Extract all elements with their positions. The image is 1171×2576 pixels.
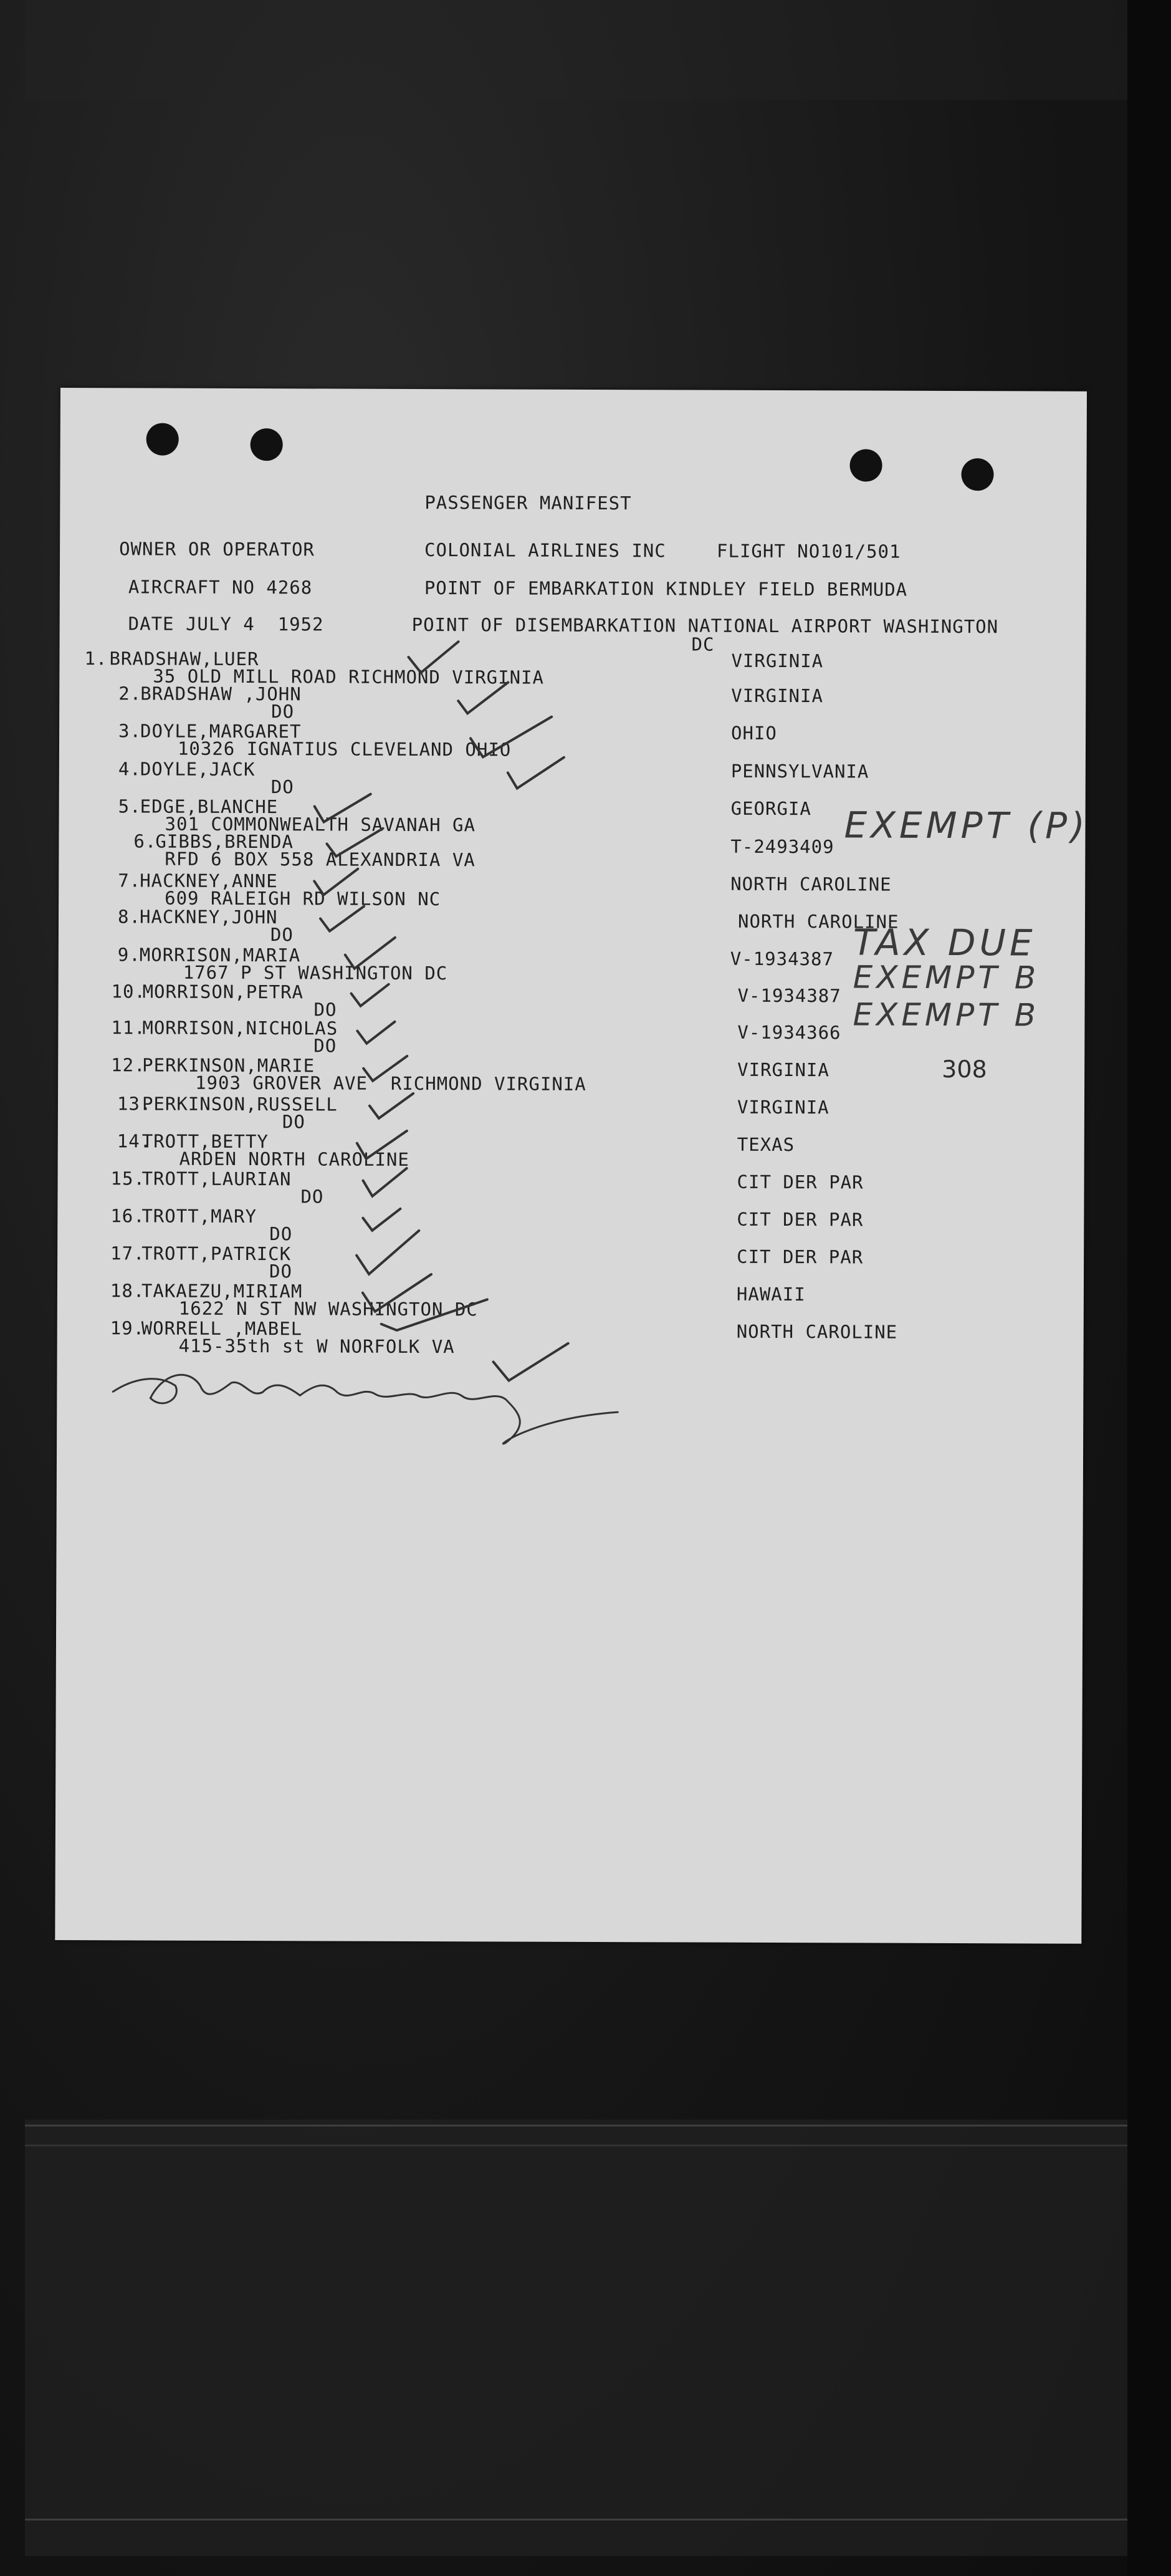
- row-number: 2.: [118, 683, 142, 704]
- passenger-name: DOYLE,MARGARET: [140, 720, 302, 743]
- row-number: 10.: [111, 981, 146, 1002]
- row-number: 16.: [110, 1205, 145, 1227]
- row-number: 19.: [110, 1317, 145, 1339]
- passenger-citizenship: CIT DER PAR: [737, 1171, 864, 1193]
- passenger-address: DO: [313, 999, 337, 1021]
- film-edge: [1127, 0, 1171, 2576]
- passenger-name: TAKAEZU,MIRIAM: [141, 1280, 303, 1302]
- passenger-address: ARDEN NORTH CAROLINE: [179, 1148, 409, 1170]
- check-mark: [320, 906, 364, 931]
- row-number: 3.: [118, 720, 142, 742]
- passenger-name: TROTT,LAURIAN: [141, 1168, 292, 1190]
- punch-hole: [849, 449, 882, 481]
- punch-hole: [961, 458, 993, 491]
- check-mark: [370, 1093, 413, 1118]
- signature: [113, 1375, 618, 1444]
- film-splice-line: [25, 2125, 1165, 2127]
- passenger-citizenship: TEXAS: [737, 1133, 795, 1156]
- row-number: 12.: [111, 1054, 146, 1076]
- passenger-address: 35 OLD MILL ROAD RICHMOND VIRGINIA: [153, 665, 545, 688]
- passenger-address: 609 RALEIGH RD WILSON NC: [165, 887, 441, 910]
- passenger-name: HACKNEY,JOHN: [139, 906, 278, 928]
- punch-hole: [251, 428, 283, 461]
- disembarkation-point: POINT OF DISEMBARKATION NATIONAL AIRPORT WASHINGTON: [411, 613, 999, 638]
- passenger-name: MORRISON,NICHOLAS: [142, 1017, 338, 1039]
- passenger-citizenship: VIRGINIA: [731, 685, 824, 707]
- owner-label: OWNER OR OPERATOR: [119, 538, 315, 560]
- row-number: 1.: [84, 648, 108, 670]
- passenger-address: DO: [269, 1261, 293, 1282]
- passenger-address: 10326 IGNATIUS CLEVELAND OHIO: [177, 738, 512, 761]
- flight-number: FLIGHT NO101/501: [717, 540, 901, 562]
- manifest-date: DATE JULY 4 1952: [128, 613, 324, 635]
- annotation-exempt-b: EXEMPT B: [853, 959, 1040, 996]
- passenger-name: WORRELL ,MABEL: [141, 1317, 303, 1340]
- row-number: 7.: [118, 870, 141, 892]
- passenger-citizenship: NORTH CAROLINE: [737, 910, 899, 933]
- row-number: 11.: [111, 1017, 146, 1039]
- passenger-name: TROTT,PATRICK: [141, 1242, 292, 1265]
- check-mark: [356, 1231, 419, 1274]
- passenger-citizenship: NORTH CAROLINE: [730, 873, 892, 895]
- row-number: 9.: [117, 944, 141, 966]
- check-mark: [363, 1209, 400, 1231]
- passenger-name: BRADSHAW ,JOHN: [140, 683, 302, 705]
- row-number: 17.: [110, 1242, 145, 1264]
- passenger-address: DO: [300, 1186, 324, 1208]
- passenger-address: DO: [270, 776, 294, 798]
- row-number: 14.: [117, 1130, 152, 1152]
- passenger-address: DO: [269, 1223, 293, 1245]
- passenger-citizenship: PENNSYLVANIA: [730, 760, 869, 782]
- row-number: 8.: [117, 906, 141, 928]
- film-splice-line: [25, 2519, 1165, 2521]
- passenger-name: DOYLE,JACK: [140, 758, 256, 781]
- passenger-name: EDGE,BLANCHE: [140, 795, 279, 818]
- passenger-address: DO: [282, 1111, 305, 1133]
- row-number: 5.: [118, 795, 141, 817]
- aircraft-number: AIRCRAFT NO 4268: [128, 576, 313, 598]
- passenger-address: 1903 GROVER AVE RICHMOND VIRGINIA: [195, 1072, 586, 1095]
- passenger-name: BRADSHAW,LUER: [109, 648, 259, 670]
- passenger-citizenship: GEORGIA: [730, 797, 811, 820]
- passenger-citizenship: T-2493409: [730, 835, 834, 858]
- passenger-name: TROTT,MARY: [141, 1205, 257, 1228]
- passenger-citizenship: CIT DER PAR: [737, 1208, 864, 1231]
- passenger-address: 415-35th st W NORFOLK VA: [178, 1335, 455, 1358]
- passenger-address: 301 COMMONWEALTH SAVANAH GA: [165, 813, 476, 836]
- passenger-name: MORRISON,MARIA: [139, 944, 301, 966]
- passenger-citizenship: V-1934387: [730, 948, 834, 970]
- annotation-exempt-b: EXEMPT B: [853, 996, 1040, 1034]
- punch-hole: [146, 423, 179, 455]
- passenger-address: DO: [270, 924, 294, 946]
- passenger-citizenship: VIRGINIA: [737, 1059, 829, 1081]
- annotation-exempt-p: EXEMPT (P): [844, 804, 1089, 847]
- manifest-title: PASSENGER MANIFEST: [424, 492, 632, 514]
- page-number-stamp: 308: [942, 1055, 987, 1084]
- passenger-name: PERKINSON,MARIE: [142, 1054, 315, 1077]
- passenger-citizenship: V-1934366: [737, 1021, 841, 1044]
- passenger-name: HACKNEY,ANNE: [140, 870, 278, 892]
- check-mark: [351, 984, 389, 1006]
- row-number: 15.: [110, 1168, 146, 1189]
- passenger-address: 1622 N ST NW WASHINGTON DC: [178, 1297, 478, 1320]
- row-number: 18.: [110, 1280, 145, 1302]
- disembarkation-cont: DC: [691, 633, 715, 655]
- passenger-name: TROTT,BETTY: [141, 1130, 269, 1153]
- check-mark: [357, 1022, 394, 1044]
- passenger-address: RFD 6 BOX 558 ALEXANDRIA VA: [165, 848, 476, 871]
- passenger-address: DO: [313, 1035, 337, 1057]
- row-number: 13.: [117, 1093, 152, 1115]
- passenger-citizenship: OHIO: [731, 722, 777, 744]
- owner-value: COLONIAL AIRLINES INC: [424, 539, 666, 562]
- passenger-citizenship: V-1934387: [737, 984, 841, 1007]
- film-strip-top: [25, 0, 1165, 100]
- passenger-citizenship: NORTH CAROLINE: [736, 1320, 898, 1343]
- check-mark: [508, 757, 564, 789]
- passenger-address: 1767 P ST WASHINGTON DC: [183, 961, 448, 984]
- passenger-citizenship: HAWAII: [736, 1283, 806, 1305]
- check-mark: [363, 1168, 406, 1196]
- row-number: 4.: [118, 758, 141, 780]
- film-splice-line: [25, 2145, 1165, 2146]
- passenger-name: GIBBS,BRENDA: [155, 830, 294, 853]
- film-strip-bottom: [25, 2120, 1165, 2556]
- passenger-citizenship: VIRGINIA: [737, 1096, 829, 1118]
- passenger-citizenship: VIRGINIA: [731, 650, 824, 672]
- passenger-citizenship: CIT DER PAR: [737, 1246, 864, 1268]
- embarkation-point: POINT OF EMBARKATION KINDLEY FIELD BERMUDA: [424, 577, 908, 600]
- passenger-name: MORRISON,PETRA: [142, 981, 304, 1003]
- passenger-address: DO: [271, 701, 295, 723]
- check-mark: [493, 1343, 568, 1380]
- row-number: 6.: [133, 830, 157, 852]
- annotation-tax-due: TAX DUE: [853, 921, 1036, 964]
- passenger-name: PERKINSON,RUSSELL: [141, 1093, 338, 1115]
- manifest-page: [55, 388, 1087, 1944]
